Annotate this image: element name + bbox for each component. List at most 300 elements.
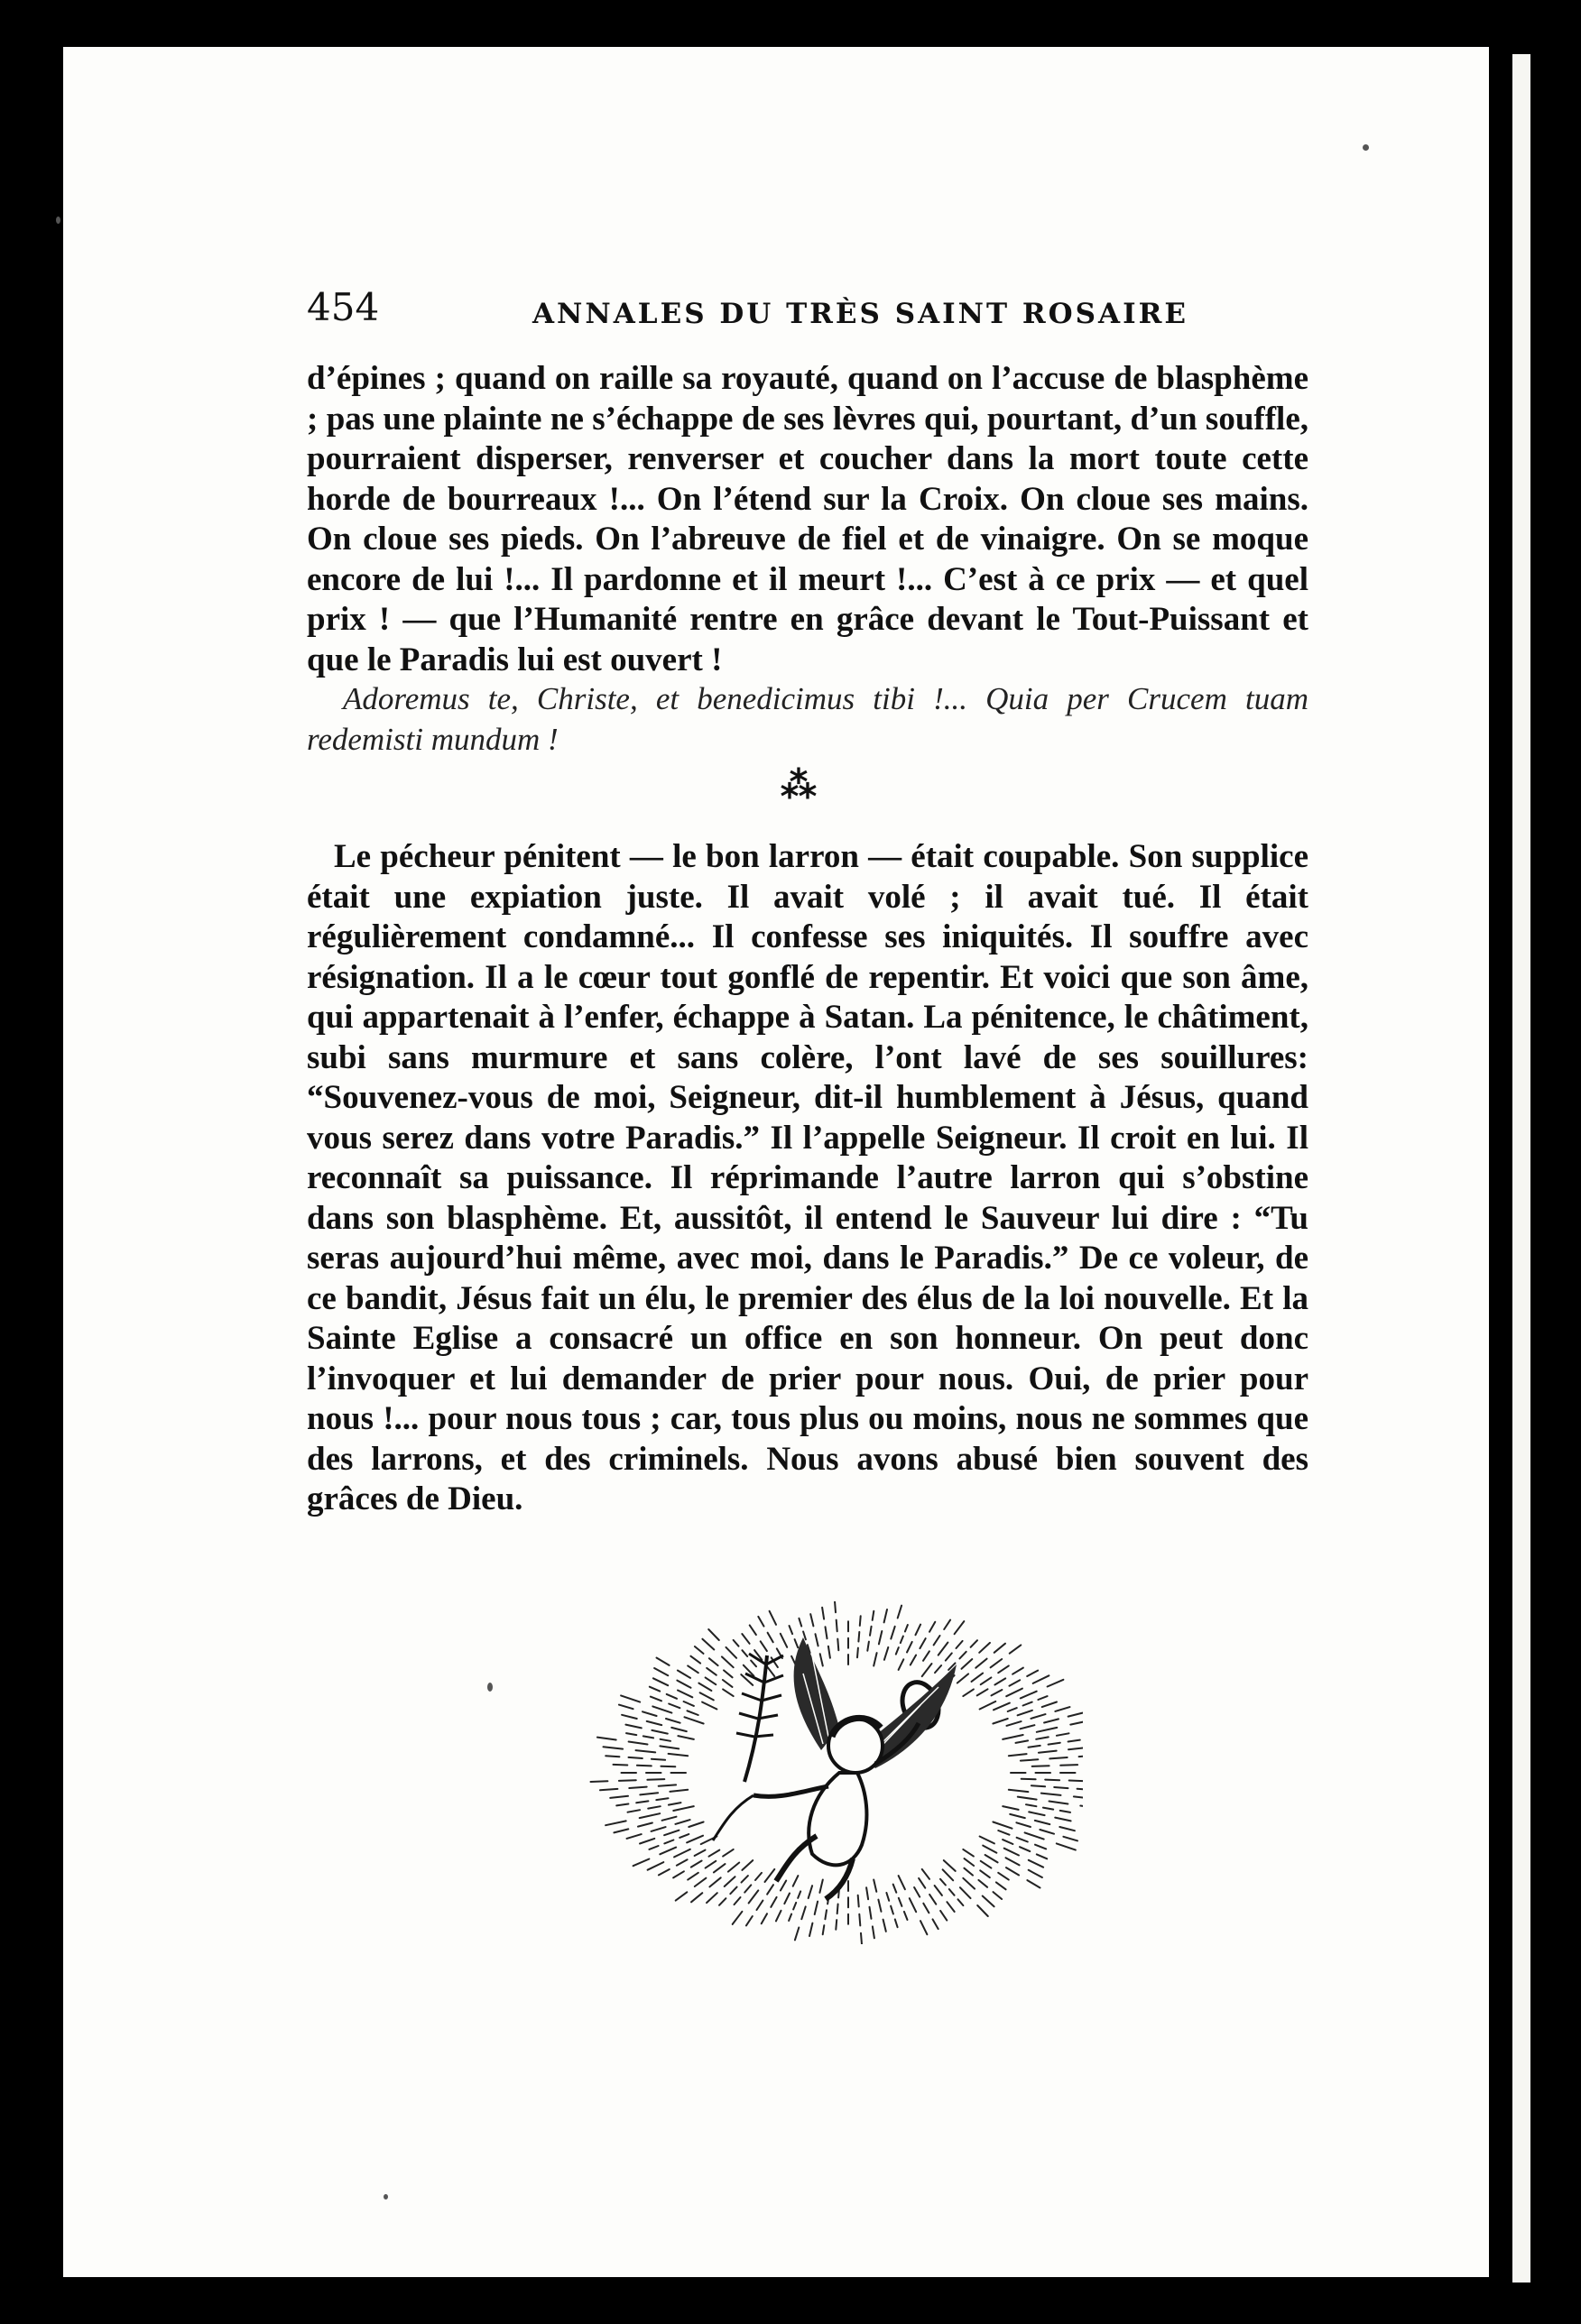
light-ray — [1023, 1702, 1032, 1706]
light-ray — [933, 1919, 938, 1929]
light-ray — [980, 1870, 990, 1877]
light-ray — [1006, 1868, 1019, 1875]
light-ray — [781, 1634, 787, 1647]
light-ray — [695, 1850, 706, 1856]
light-ray — [643, 1736, 653, 1738]
light-ray — [619, 1705, 633, 1710]
light-ray — [708, 1629, 719, 1640]
light-ray — [698, 1683, 711, 1691]
light-ray — [980, 1837, 994, 1844]
light-ray — [767, 1885, 773, 1895]
light-ray — [767, 1666, 774, 1676]
light-ray — [957, 1641, 963, 1648]
light-ray — [1020, 1847, 1030, 1851]
light-ray — [907, 1642, 912, 1653]
light-ray — [870, 1907, 872, 1919]
light-ray — [1009, 1790, 1029, 1792]
light-ray — [1025, 1832, 1044, 1839]
light-ray — [1026, 1804, 1036, 1806]
light-ray — [771, 1897, 776, 1907]
light-ray — [1033, 1675, 1049, 1683]
light-ray — [793, 1876, 799, 1886]
light-ray — [793, 1903, 796, 1910]
light-ray — [820, 1654, 823, 1665]
light-ray — [1029, 1812, 1044, 1815]
light-ray — [606, 1821, 626, 1825]
light-ray — [835, 1601, 836, 1612]
light-ray — [1049, 1757, 1067, 1758]
light-ray — [975, 1659, 986, 1668]
light-ray — [597, 1738, 616, 1740]
light-ray — [730, 1887, 736, 1895]
page-number: 454 — [307, 285, 380, 329]
light-ray — [994, 1892, 1003, 1899]
light-ray — [685, 1717, 704, 1723]
light-ray — [1059, 1827, 1075, 1831]
ink-speck — [56, 217, 60, 224]
light-ray — [857, 1648, 858, 1658]
light-ray — [776, 1911, 781, 1922]
light-ray — [861, 1933, 862, 1944]
light-ray — [899, 1898, 902, 1906]
light-ray — [1021, 1692, 1037, 1699]
light-ray — [923, 1904, 929, 1914]
light-ray — [963, 1878, 975, 1889]
light-ray — [652, 1730, 667, 1734]
light-ray — [695, 1878, 707, 1886]
light-ray — [1054, 1787, 1068, 1788]
light-ray — [1037, 1728, 1058, 1732]
light-ray — [661, 1739, 670, 1741]
light-ray — [963, 1849, 974, 1857]
light-ray — [985, 1855, 998, 1862]
light-ray — [742, 1876, 748, 1883]
light-ray — [1060, 1811, 1070, 1812]
light-ray — [784, 1894, 790, 1904]
light-ray — [837, 1639, 838, 1651]
light-ray — [749, 1890, 759, 1903]
light-ray — [757, 1901, 763, 1910]
light-ray — [652, 1827, 666, 1831]
light-ray — [1017, 1838, 1028, 1842]
light-ray — [647, 1779, 664, 1780]
light-ray — [1049, 1802, 1068, 1804]
light-ray — [1036, 1737, 1049, 1738]
light-ray — [654, 1668, 668, 1675]
light-ray — [994, 1644, 1005, 1653]
light-ray — [1048, 1680, 1064, 1687]
light-ray — [980, 1702, 996, 1710]
light-ray — [798, 1891, 800, 1898]
light-ray — [676, 1892, 688, 1900]
light-ray — [1016, 1740, 1029, 1743]
light-ray — [979, 1643, 990, 1653]
light-ray — [1018, 1711, 1032, 1716]
light-ray — [629, 1742, 648, 1745]
light-ray — [1010, 1814, 1025, 1818]
light-ray — [994, 1678, 1005, 1684]
light-ray — [648, 1862, 664, 1870]
light-ray — [826, 1627, 827, 1638]
light-ray — [627, 1834, 642, 1839]
light-ray — [606, 1756, 619, 1757]
light-ray — [860, 1616, 861, 1626]
light-ray — [619, 1780, 636, 1781]
light-ray — [614, 1765, 628, 1766]
light-ray — [935, 1665, 941, 1673]
light-ray — [707, 1668, 717, 1675]
light-ray — [768, 1633, 773, 1643]
light-ray — [867, 1642, 869, 1651]
light-ray — [709, 1658, 718, 1665]
light-ray — [998, 1873, 1009, 1880]
light-ray — [1016, 1822, 1031, 1827]
light-ray — [761, 1641, 767, 1651]
light-ray — [1021, 1759, 1038, 1760]
light-ray — [691, 1861, 702, 1868]
light-ray — [929, 1895, 936, 1904]
light-ray — [944, 1620, 950, 1629]
light-ray — [958, 1899, 964, 1905]
light-ray — [879, 1631, 882, 1644]
light-ray — [1079, 1756, 1083, 1757]
light-ray — [1042, 1702, 1057, 1708]
light-ray — [629, 1757, 643, 1758]
paragraph-good-thief: Le pécheur pénitent — le bon larron — était coupable. Son supplice était une expiation juste. Il avait volé ; il avait tué. Il était régulièrement condamné... Il confesse ses iniquités. Il souffre avec résignation. Il a le cœur tout gonflé de repentir. Et voici que son âme, qui appartenait à l’enfer, échappe à Satan. La pénitence, le châtiment, subi sans murmure et sans colère, l’ont lavé de ses souillures: “Souvenez-vous de moi, Seigneur, dit-il humblement à Jésus, quand vous serez dans votre Paradis.” Il l’appelle Seigneur. Il croit en lui. Il reconnaît sa puissance. Il réprimande l’autre larron qui s’obstine dans son blasphème. Et, aussitôt, il entend le Sauveur lui dire : “Tu seras aujourd’hui même, avec moi, dans le Paradis.” De ce voleur, de ce bandit, Jésus fait un élu, le premier des élus de la loi nouvelle. Et la Sainte Eglise a consacré un office en son honneur. On peut donc l’invoquer et lui demander de prier pour nous. Oui, de prier pour nous !... pour nous tous ; car, tous plus ou moins, nous ne sommes que des larrons, et des criminels. Nous avons abusé bien souvent des grâces de Dieu. — [307, 838, 1308, 1517]
light-ray — [725, 1877, 735, 1886]
light-ray — [943, 1869, 954, 1880]
light-ray — [870, 1627, 872, 1636]
light-ray — [706, 1677, 717, 1684]
light-ray — [947, 1902, 954, 1912]
light-ray — [688, 1711, 698, 1715]
asterism-separator: ⁂ — [780, 765, 818, 807]
light-ray — [733, 1912, 743, 1924]
light-ray — [659, 1869, 670, 1875]
light-ray — [633, 1859, 650, 1867]
light-ray — [664, 1840, 673, 1844]
light-ray — [691, 1893, 702, 1902]
light-ray — [755, 1873, 762, 1880]
light-ray — [1018, 1797, 1037, 1800]
light-ray — [1057, 1843, 1076, 1849]
ink-speck — [384, 2194, 388, 2200]
light-ray — [709, 1877, 720, 1886]
light-ray — [723, 1849, 734, 1857]
light-ray — [670, 1790, 688, 1792]
light-ray — [981, 1677, 992, 1684]
light-ray — [1022, 1779, 1036, 1780]
light-ray — [795, 1639, 799, 1647]
light-ray — [1068, 1740, 1080, 1742]
light-ray — [1003, 1840, 1012, 1844]
light-ray — [1035, 1821, 1050, 1824]
scan-border-right — [1494, 0, 1581, 2324]
light-ray — [1008, 1708, 1017, 1711]
paragraph-passion: d’épines ; quand on raille sa royauté, quand on l’accuse de blasphème ; pas une plainte ne s’échappe de ses lèvres qui, pourtant, d’un souffle, pourraient disperser, renverser et coucher dans la mort toute cette horde de bourreaux !... On l’étend sur la Croix. On cloue ses mains. On cloue ses pieds. On l’abreuve de fiel et de vinaigre. On se moque encore de lui !... Il pardonne et il meurt !... C’est à ce prix — et quel prix ! — que l’Humanité rentre en grâce devant le Tout-Puissant et que le Paradis lui est ouvert ! — [307, 360, 1308, 678]
light-ray — [789, 1914, 791, 1922]
light-ray — [690, 1656, 700, 1664]
light-ray — [1029, 1860, 1043, 1868]
light-ray — [828, 1646, 830, 1658]
light-ray — [728, 1863, 739, 1872]
light-ray — [688, 1873, 698, 1880]
light-ray — [938, 1643, 948, 1655]
light-ray — [977, 1905, 988, 1916]
light-ray — [751, 1661, 756, 1667]
light-ray — [714, 1864, 726, 1872]
light-ray — [809, 1923, 812, 1936]
next-page-edge — [1512, 54, 1530, 2282]
ink-speck — [487, 1683, 493, 1692]
light-ray — [965, 1858, 975, 1866]
light-ray — [651, 1697, 661, 1702]
light-ray — [822, 1608, 824, 1619]
light-ray — [971, 1640, 977, 1647]
light-ray — [758, 1617, 763, 1627]
light-ray — [673, 1806, 694, 1811]
light-ray — [636, 1801, 648, 1803]
light-ray — [884, 1609, 887, 1622]
light-ray — [935, 1886, 942, 1895]
light-ray — [726, 1647, 737, 1658]
light-ray — [1027, 1671, 1038, 1676]
light-ray — [972, 1674, 984, 1682]
light-ray — [959, 1652, 966, 1659]
light-ray — [1006, 1721, 1021, 1726]
light-ray — [706, 1861, 717, 1868]
light-ray — [858, 1895, 859, 1907]
light-ray — [770, 1611, 776, 1625]
light-ray — [922, 1869, 929, 1879]
light-ray — [1060, 1765, 1077, 1766]
light-ray — [678, 1671, 690, 1678]
light-ray — [640, 1839, 654, 1844]
light-ray — [744, 1885, 751, 1892]
light-ray — [669, 1704, 680, 1709]
light-ray — [762, 1914, 767, 1923]
light-ray — [883, 1920, 886, 1932]
light-ray — [640, 1813, 661, 1818]
light-ray — [1055, 1818, 1070, 1821]
light-ray — [920, 1921, 927, 1934]
light-ray — [994, 1703, 1010, 1711]
light-ray — [647, 1721, 662, 1725]
light-ray — [1009, 1754, 1027, 1756]
light-ray — [709, 1850, 720, 1857]
light-ray — [790, 1626, 793, 1634]
light-ray — [1021, 1725, 1035, 1729]
light-ray — [653, 1678, 668, 1685]
light-ray — [604, 1747, 624, 1748]
light-ray — [621, 1695, 640, 1702]
light-ray — [1029, 1746, 1040, 1748]
light-ray — [1006, 1689, 1022, 1697]
light-ray — [661, 1766, 675, 1767]
light-ray — [964, 1868, 973, 1876]
light-ray — [899, 1876, 905, 1889]
light-ray — [891, 1627, 894, 1639]
light-ray — [874, 1653, 876, 1665]
light-ray — [946, 1653, 952, 1660]
light-ray — [750, 1625, 756, 1635]
light-ray — [1063, 1837, 1077, 1841]
light-ray — [934, 1636, 940, 1645]
light-ray — [940, 1879, 946, 1886]
light-ray — [993, 1822, 1012, 1829]
light-ray — [657, 1658, 670, 1665]
light-ray — [919, 1878, 925, 1888]
light-ray — [689, 1822, 703, 1828]
light-ray — [678, 1691, 692, 1698]
light-ray — [949, 1889, 955, 1895]
light-ray — [765, 1869, 775, 1882]
light-ray — [719, 1898, 726, 1905]
light-ray — [873, 1926, 874, 1938]
light-ray — [878, 1900, 881, 1912]
light-ray — [662, 1817, 677, 1821]
light-ray — [896, 1647, 899, 1655]
light-ray — [1039, 1751, 1057, 1753]
light-ray — [1069, 1781, 1083, 1782]
page-header — [307, 285, 1308, 330]
light-ray — [910, 1898, 916, 1912]
latin-verse: Adoremus te, Christe, et benedicimus tibi !... Quia per Crucem tuam redemisti mundum ! — [307, 681, 1308, 757]
light-ray — [1040, 1830, 1054, 1834]
light-ray — [746, 1916, 753, 1925]
light-ray — [652, 1759, 665, 1760]
light-ray — [707, 1893, 717, 1903]
light-ray — [1057, 1733, 1069, 1736]
light-ray — [1074, 1796, 1083, 1798]
light-ray — [815, 1902, 818, 1914]
light-ray — [1029, 1870, 1042, 1877]
light-ray — [687, 1836, 703, 1843]
light-ray — [636, 1750, 656, 1752]
light-ray — [836, 1920, 837, 1930]
light-ray — [684, 1702, 694, 1706]
light-ray — [625, 1725, 641, 1729]
light-ray — [899, 1659, 904, 1670]
light-ray — [825, 1910, 827, 1919]
cherub-vignette-icon — [541, 1601, 1083, 1944]
light-ray — [963, 1689, 974, 1696]
light-ray — [1004, 1849, 1019, 1856]
light-ray — [873, 1611, 874, 1620]
light-ray — [991, 1659, 1003, 1667]
light-ray — [1055, 1707, 1069, 1711]
light-ray — [1012, 1668, 1023, 1674]
light-ray — [1031, 1714, 1045, 1719]
light-ray — [677, 1859, 688, 1865]
light-ray — [904, 1912, 908, 1920]
light-ray — [983, 1846, 996, 1853]
light-ray — [1009, 1680, 1020, 1685]
light-ray — [809, 1886, 812, 1898]
light-ray — [983, 1896, 994, 1907]
light-ray — [629, 1787, 646, 1788]
light-ray — [916, 1625, 921, 1636]
light-ray — [977, 1689, 988, 1695]
light-ray — [960, 1887, 971, 1898]
light-ray — [660, 1746, 679, 1748]
light-ray — [677, 1681, 690, 1688]
light-ray — [823, 1925, 825, 1934]
light-ray — [680, 1834, 689, 1838]
light-ray — [996, 1882, 1006, 1889]
light-ray — [695, 1646, 704, 1654]
light-ray — [1027, 1880, 1040, 1887]
light-ray — [652, 1706, 671, 1712]
light-ray — [1044, 1719, 1059, 1722]
light-ray — [810, 1614, 813, 1626]
light-ray — [866, 1887, 868, 1899]
light-ray — [649, 1846, 658, 1849]
running-title: ANNALES DU TRÈS SAINT ROSAIRE — [532, 298, 1188, 330]
light-ray — [819, 1880, 822, 1893]
light-ray — [591, 1781, 608, 1782]
light-ray — [656, 1798, 668, 1800]
light-ray — [940, 1911, 947, 1921]
light-ray — [688, 1665, 698, 1673]
light-ray — [781, 1881, 786, 1891]
light-ray — [616, 1804, 628, 1806]
light-ray — [799, 1618, 801, 1627]
light-ray — [660, 1848, 676, 1855]
light-ray — [1010, 1645, 1022, 1653]
light-ray — [858, 1632, 859, 1642]
light-ray — [922, 1664, 932, 1676]
light-ray — [1003, 1806, 1018, 1810]
light-ray — [803, 1632, 806, 1640]
light-ray — [723, 1680, 733, 1687]
light-ray — [1031, 1785, 1045, 1786]
light-ray — [1080, 1806, 1083, 1809]
light-ray — [859, 1914, 860, 1926]
light-ray — [664, 1831, 679, 1836]
light-ray — [929, 1622, 935, 1632]
light-ray — [638, 1823, 652, 1827]
light-ray — [884, 1647, 888, 1660]
light-ray — [998, 1831, 1009, 1835]
light-ray — [801, 1906, 805, 1919]
light-ray — [998, 1665, 1009, 1673]
light-ray — [674, 1849, 690, 1858]
light-ray — [671, 1728, 687, 1731]
light-ray — [1077, 1789, 1083, 1790]
light-ray — [702, 1702, 717, 1710]
light-ray — [742, 1650, 747, 1656]
light-ray — [795, 1928, 799, 1941]
light-ray — [955, 1621, 965, 1634]
light-ray — [1068, 1713, 1083, 1717]
light-ray — [722, 1656, 734, 1667]
light-ray — [1006, 1858, 1020, 1865]
light-ray — [893, 1885, 897, 1893]
light-ray — [650, 1687, 660, 1692]
light-ray — [1070, 1720, 1083, 1725]
light-ray — [957, 1674, 968, 1683]
light-ray — [1049, 1743, 1060, 1745]
light-ray — [666, 1719, 680, 1723]
light-ray — [669, 1803, 681, 1805]
light-ray — [837, 1904, 838, 1914]
light-ray — [724, 1670, 733, 1677]
light-ray — [911, 1655, 916, 1665]
light-ray — [1045, 1780, 1059, 1781]
light-ray — [667, 1694, 677, 1699]
light-ray — [1041, 1794, 1061, 1795]
